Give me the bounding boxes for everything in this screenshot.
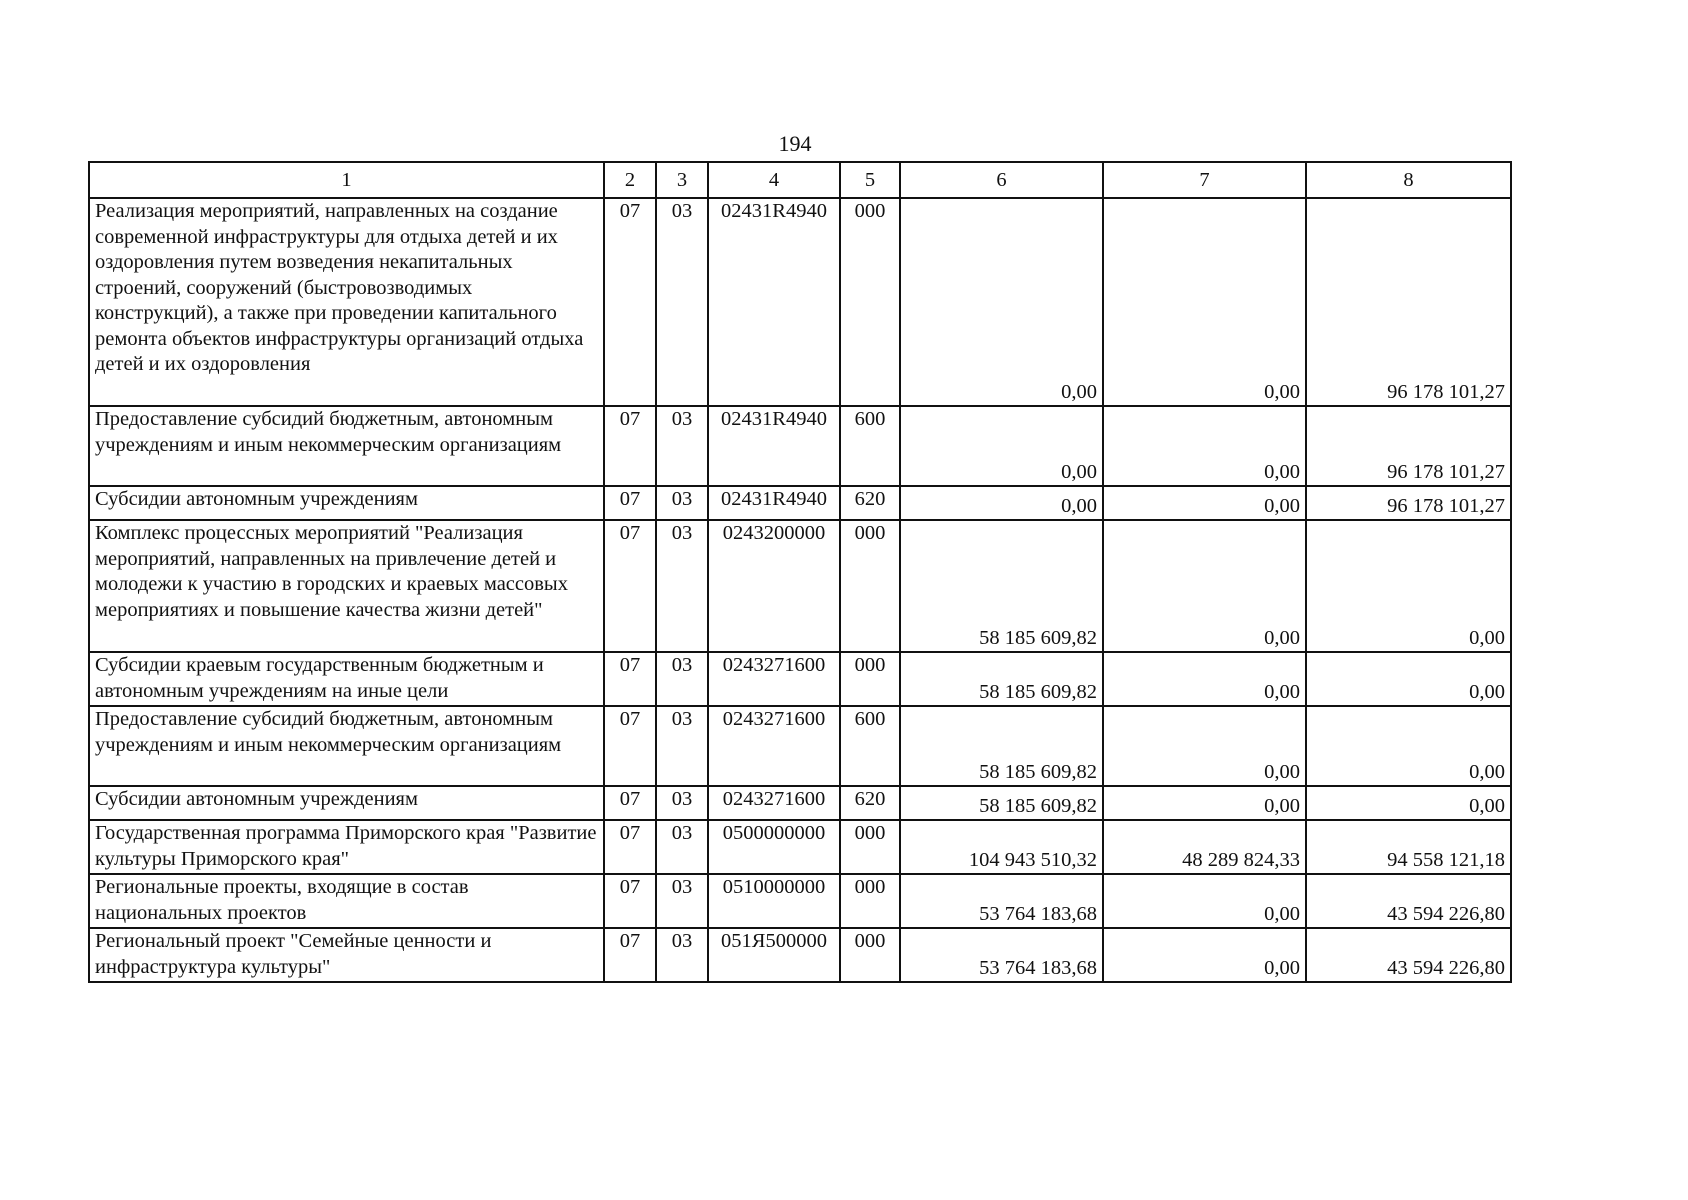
table-row — [89, 652, 1511, 706]
expense-type-code: 000 — [840, 820, 900, 874]
row-name: Региональные проекты, входящие в состав национальных проектов — [89, 874, 604, 928]
expense-type-code: 000 — [840, 652, 900, 706]
column-header: 4 — [708, 162, 840, 198]
amount-col-6: 104 943 510,32 — [900, 820, 1103, 874]
amount-col-7: 0,00 — [1103, 486, 1306, 520]
table-row — [89, 486, 1511, 520]
row-name: Субсидии автономным учреждениям — [89, 486, 604, 520]
table-row — [89, 198, 1511, 406]
section-code: 07 — [604, 652, 656, 706]
row-name: Реализация мероприятий, направленных на создание современной инфраструктуры для отдыха детей и их оздоровления путем возведения некапитальных строений, сооружений (быстровозводимых конструкций), а также при проведении капитального ремонта объектов инфраструктуры организаций отдыха детей и их оздоровления — [89, 198, 604, 406]
amount-col-6: 58 185 609,82 — [900, 520, 1103, 652]
table-row — [89, 928, 1511, 982]
subsection-code: 03 — [656, 706, 708, 786]
amount-col-8: 0,00 — [1306, 652, 1511, 706]
row-name: Региональный проект "Семейные ценности и инфраструктура культуры" — [89, 928, 604, 982]
section-code: 07 — [604, 706, 656, 786]
row-name: Субсидии автономным учреждениям — [89, 786, 604, 820]
amount-col-8: 96 178 101,27 — [1306, 198, 1511, 406]
expense-type-code: 000 — [840, 874, 900, 928]
target-article-code: 0243271600 — [708, 652, 840, 706]
column-header: 1 — [89, 162, 604, 198]
header-row — [89, 162, 1511, 198]
expense-type-code: 000 — [840, 198, 900, 406]
expense-type-code: 620 — [840, 786, 900, 820]
column-header: 3 — [656, 162, 708, 198]
section-code: 07 — [604, 928, 656, 982]
subsection-code: 03 — [656, 652, 708, 706]
amount-col-8: 43 594 226,80 — [1306, 928, 1511, 982]
table-row — [89, 706, 1511, 786]
table-row — [89, 786, 1511, 820]
amount-col-8: 0,00 — [1306, 706, 1511, 786]
section-code: 07 — [604, 198, 656, 406]
section-code: 07 — [604, 786, 656, 820]
row-name: Государственная программа Приморского края "Развитие культуры Приморского края" — [89, 820, 604, 874]
budget-table — [88, 161, 1512, 983]
target-article-code: 02431R4940 — [708, 406, 840, 486]
column-header: 5 — [840, 162, 900, 198]
amount-col-6: 53 764 183,68 — [900, 874, 1103, 928]
target-article-code: 02431R4940 — [708, 198, 840, 406]
subsection-code: 03 — [656, 874, 708, 928]
subsection-code: 03 — [656, 786, 708, 820]
target-article-code: 0243271600 — [708, 786, 840, 820]
amount-col-7: 0,00 — [1103, 406, 1306, 486]
amount-col-7: 0,00 — [1103, 520, 1306, 652]
row-name: Предоставление субсидий бюджетным, автономным учреждениям и иным некоммерческим организациям — [89, 406, 604, 486]
amount-col-8: 43 594 226,80 — [1306, 874, 1511, 928]
section-code: 07 — [604, 520, 656, 652]
subsection-code: 03 — [656, 198, 708, 406]
row-name: Субсидии краевым государственным бюджетным и автономным учреждениям на иные цели — [89, 652, 604, 706]
amount-col-7: 0,00 — [1103, 652, 1306, 706]
amount-col-6: 58 185 609,82 — [900, 652, 1103, 706]
amount-col-8: 0,00 — [1306, 520, 1511, 652]
subsection-code: 03 — [656, 520, 708, 652]
expense-type-code: 620 — [840, 486, 900, 520]
target-article-code: 051Я500000 — [708, 928, 840, 982]
column-header: 6 — [900, 162, 1103, 198]
column-header: 7 — [1103, 162, 1306, 198]
amount-col-8: 94 558 121,18 — [1306, 820, 1511, 874]
amount-col-7: 0,00 — [1103, 786, 1306, 820]
target-article-code: 0243200000 — [708, 520, 840, 652]
amount-col-7: 0,00 — [1103, 874, 1306, 928]
amount-col-7: 0,00 — [1103, 706, 1306, 786]
amount-col-7: 48 289 824,33 — [1103, 820, 1306, 874]
subsection-code: 03 — [656, 928, 708, 982]
section-code: 07 — [604, 820, 656, 874]
subsection-code: 03 — [656, 820, 708, 874]
column-header: 2 — [604, 162, 656, 198]
expense-type-code: 000 — [840, 928, 900, 982]
amount-col-8: 0,00 — [1306, 786, 1511, 820]
amount-col-6: 0,00 — [900, 198, 1103, 406]
table-row — [89, 406, 1511, 486]
amount-col-7: 0,00 — [1103, 928, 1306, 982]
amount-col-8: 96 178 101,27 — [1306, 486, 1511, 520]
expense-type-code: 000 — [840, 520, 900, 652]
table-row — [89, 520, 1511, 652]
subsection-code: 03 — [656, 406, 708, 486]
amount-col-6: 58 185 609,82 — [900, 786, 1103, 820]
expense-type-code: 600 — [840, 406, 900, 486]
section-code: 07 — [604, 406, 656, 486]
section-code: 07 — [604, 874, 656, 928]
target-article-code: 0510000000 — [708, 874, 840, 928]
amount-col-6: 0,00 — [900, 406, 1103, 486]
target-article-code: 02431R4940 — [708, 486, 840, 520]
target-article-code: 0500000000 — [708, 820, 840, 874]
table-row — [89, 874, 1511, 928]
section-code: 07 — [604, 486, 656, 520]
amount-col-7: 0,00 — [1103, 198, 1306, 406]
amount-col-6: 58 185 609,82 — [900, 706, 1103, 786]
amount-col-6: 53 764 183,68 — [900, 928, 1103, 982]
row-name: Комплекс процессных мероприятий "Реализация мероприятий, направленных на привлечение детей и молодежи к участию в городских и краевых массовых мероприятиях и повышение качества жизни детей" — [89, 520, 604, 652]
column-header: 8 — [1306, 162, 1511, 198]
table-row — [89, 820, 1511, 874]
target-article-code: 0243271600 — [708, 706, 840, 786]
subsection-code: 03 — [656, 486, 708, 520]
amount-col-8: 96 178 101,27 — [1306, 406, 1511, 486]
row-name: Предоставление субсидий бюджетным, автономным учреждениям и иным некоммерческим организациям — [89, 706, 604, 786]
amount-col-6: 0,00 — [900, 486, 1103, 520]
page-number: 194 — [778, 131, 812, 156]
expense-type-code: 600 — [840, 706, 900, 786]
